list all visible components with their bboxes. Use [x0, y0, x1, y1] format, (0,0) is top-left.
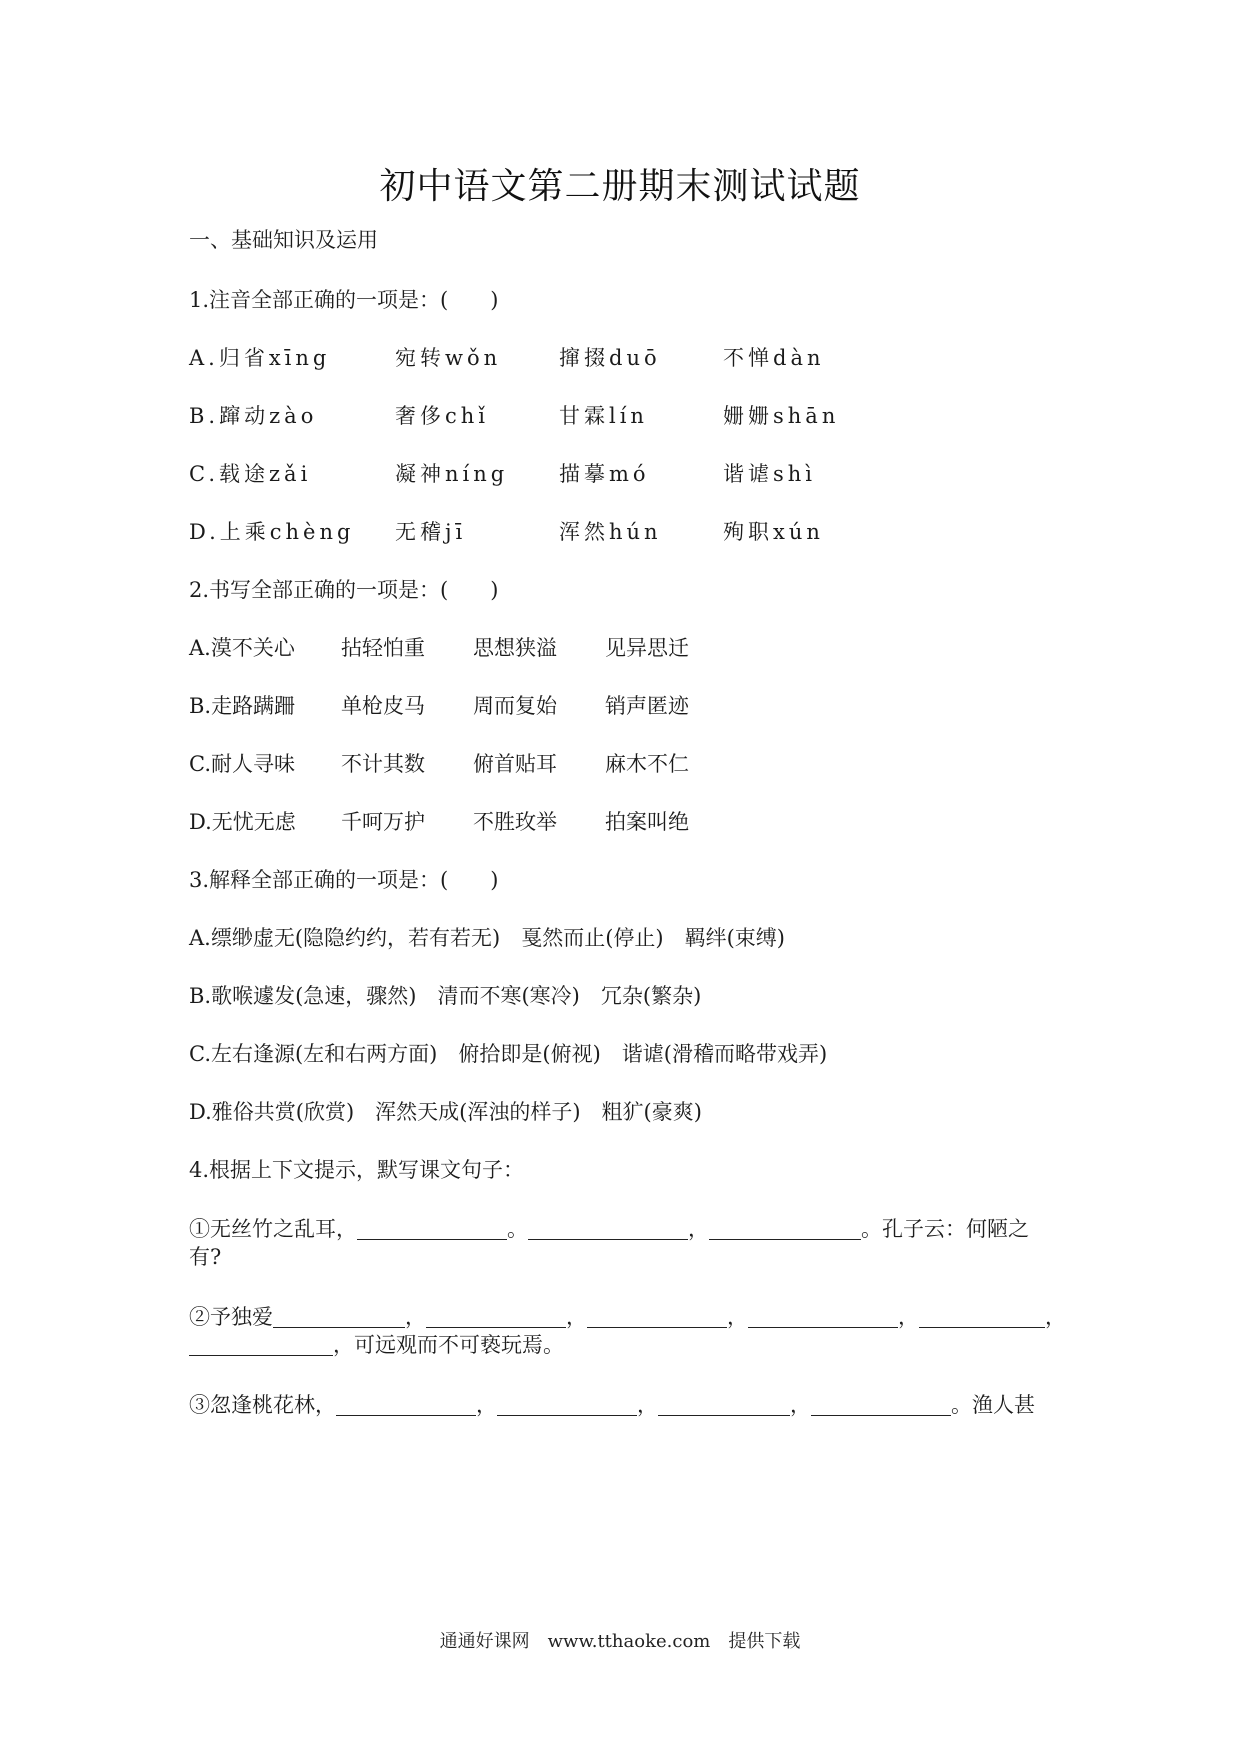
question-1-option-b [189, 400, 839, 430]
punct: ， [688, 1217, 709, 1241]
question-4-stem: 4.根据上下文提示，默写课文句子： [189, 1158, 525, 1182]
question-1-option-c [189, 458, 816, 488]
answer-blank[interactable] [497, 1395, 637, 1416]
punct: ， [637, 1393, 658, 1417]
answer-blank[interactable] [273, 1307, 405, 1328]
prompt-text: 。渔人甚 [951, 1393, 1035, 1417]
section-heading: 一、基础知识及运用 [189, 228, 378, 252]
question-1-option-a [189, 342, 825, 372]
pinyin-item: 谐谑shì [723, 462, 817, 486]
punct: ， [476, 1393, 497, 1417]
pinyin-item: 奢侈chǐ [395, 404, 490, 428]
punct: ， [405, 1305, 426, 1329]
answer-blank[interactable] [709, 1219, 861, 1240]
pinyin-item: 不惮dàn [723, 346, 825, 370]
pinyin-item: 描摹mó [559, 462, 650, 486]
word-item: 周而复始 [473, 694, 557, 718]
question-3-option-b: B.歌喉遽发(急速，骤然) 清而不寒(寒冷) 冗杂(繁杂) [189, 984, 702, 1008]
pinyin-item: 姗姗shān [723, 404, 840, 428]
answer-blank[interactable] [658, 1395, 790, 1416]
word-item: 见异思迁 [605, 636, 689, 660]
page-footer: 通通好课网 www.tthaoke.com 提供下载 [439, 1631, 801, 1652]
answer-blank[interactable] [811, 1395, 951, 1416]
question-3-option-c: C.左右逢源(左和右两方面) 俯拾即是(俯视) 谐谑(滑稽而略带戏弄) [189, 1042, 828, 1066]
answer-blank[interactable] [528, 1219, 688, 1240]
word-item: 思想狭溢 [473, 636, 557, 660]
prompt-text: ③忽逢桃花林， [189, 1393, 336, 1417]
punct: 。 [507, 1217, 528, 1241]
pinyin-item: D.上乘chèng [189, 520, 355, 544]
question-2-option-b [189, 690, 689, 720]
pinyin-item: A.归省xīng [189, 346, 331, 370]
prompt-text: 。孔子云：何陋之 [861, 1217, 1029, 1241]
answer-blank[interactable] [587, 1307, 727, 1328]
pinyin-item: 无稽jī [395, 520, 467, 544]
punct: ， [1045, 1305, 1066, 1329]
word-item: 拈轻怕重 [341, 636, 425, 660]
recitation-item-3 [189, 1389, 1035, 1419]
pinyin-item: 浑然hún [559, 520, 662, 544]
pinyin-item: 宛转wǒn [395, 346, 502, 370]
word-item: 拍案叫绝 [605, 810, 689, 834]
punct: ， [898, 1305, 919, 1329]
question-3-option-a: A.缥缈虚无(隐隐约约，若有若无) 戛然而止(停止) 羁绊(束缚) [189, 926, 785, 950]
word-item: C.耐人寻味 [189, 752, 295, 776]
question-2-option-a [189, 632, 689, 662]
recitation-item-2-continued [189, 1329, 564, 1359]
word-item: 单枪皮马 [341, 694, 425, 718]
word-item: 不计其数 [341, 752, 425, 776]
answer-blank[interactable] [919, 1307, 1045, 1328]
word-item: B.走路蹒跚 [189, 694, 296, 718]
word-item: A.漠不关心 [189, 636, 295, 660]
word-item: 麻木不仁 [605, 752, 689, 776]
answer-blank[interactable] [426, 1307, 566, 1328]
pinyin-item: 撺掇duō [559, 346, 661, 370]
question-3-option-d: D.雅俗共赏(欣赏) 浑然天成(浑浊的样子) 粗犷(豪爽) [189, 1100, 702, 1124]
prompt-text: ①无丝竹之乱耳， [189, 1217, 357, 1241]
prompt-text: ，可远观而不可亵玩焉。 [333, 1333, 564, 1357]
recitation-item-1-continued: 有? [189, 1245, 222, 1269]
word-item: 不胜玫举 [473, 810, 557, 834]
page-title: 初中语文第二册期末测试试题 [379, 166, 861, 207]
word-item: 俯首贴耳 [473, 752, 557, 776]
answer-blank[interactable] [748, 1307, 898, 1328]
word-item: D.无忧无虑 [189, 810, 296, 834]
pinyin-item: 殉职xún [723, 520, 824, 544]
answer-blank[interactable] [336, 1395, 476, 1416]
recitation-item-1 [189, 1213, 1029, 1243]
word-item: 销声匿迹 [605, 694, 689, 718]
answer-blank[interactable] [189, 1335, 333, 1356]
pinyin-item: 凝神níng [395, 462, 509, 486]
question-2-stem: 2.书写全部正确的一项是：( ) [189, 578, 499, 602]
punct: ， [566, 1305, 587, 1329]
prompt-text: ②予独爱 [189, 1305, 273, 1329]
question-2-option-d [189, 806, 689, 836]
question-2-option-c [189, 748, 689, 778]
word-item: 千呵万护 [341, 810, 425, 834]
question-1-stem: 1.注音全部正确的一项是：( ) [189, 288, 499, 312]
punct: ， [790, 1393, 811, 1417]
answer-blank[interactable] [357, 1219, 507, 1240]
pinyin-item: C.载途zǎi [189, 462, 312, 486]
recitation-item-2 [189, 1301, 1066, 1331]
punct: ， [727, 1305, 748, 1329]
pinyin-item: 甘霖lín [559, 404, 648, 428]
question-3-stem: 3.解释全部正确的一项是：( ) [189, 868, 499, 892]
question-1-option-d [189, 516, 824, 546]
pinyin-item: B.蹿动zào [189, 404, 318, 428]
